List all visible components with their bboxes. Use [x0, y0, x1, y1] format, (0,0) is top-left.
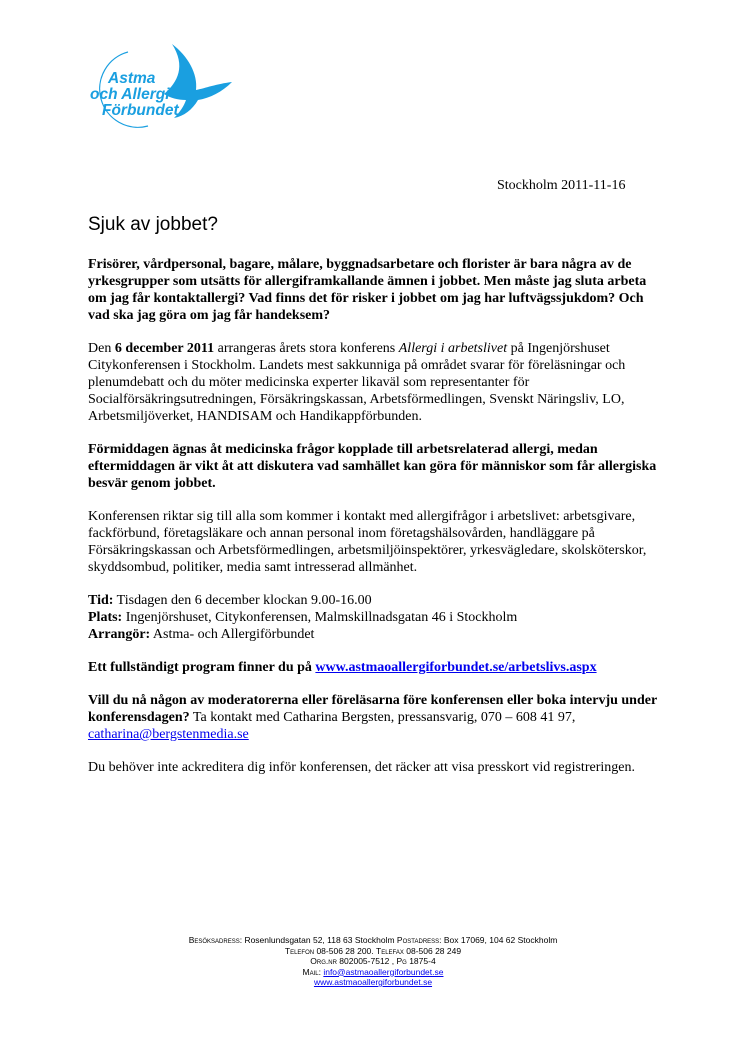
footer-org-line [0, 956, 746, 967]
contact-question: Vill du nå någon av moderatorerna eller föreläsarna före konferensen eller boka intervju under konferensdagen? [88, 693, 657, 725]
intro-text: Frisörer, vårdpersonal, bagare, målare, byggnadsarbetare och florister är bara några av de yrkesgrupper som utsätts för allergiframkallande ämnen i jobbet. Men måste jag sluta arbeta om jag får kontaktallergi? Vad finns det för risker i jobbet om jag har luftvägssjukdom? Och vad ska jag göra om jag får handeksem? [88, 257, 647, 323]
fax-label: Telefax [376, 945, 404, 956]
conference-paragraph [88, 340, 663, 425]
time-label: Tid: [88, 593, 114, 608]
fax-value: 08-506 28 249 [403, 945, 462, 956]
footer [0, 935, 746, 988]
audience-paragraph: Konferensen riktar sig till alla som kommer i kontakt med allergifrågor i arbetslivet: arbetsgivare, fackförbund, företagsläkare och annan personal inom företagshälsovården, handläggare på Försäkringskassan och Arbetsförmedlingen, arbetsmiljöinspektörer, yrkesvägledare, skolsköterskor, skyddsombud, politiker, media samt intresserad allmänhet. [88, 509, 647, 575]
phone-label: Telefon [284, 945, 315, 956]
place-label: Plats: [88, 610, 123, 625]
closing-paragraph: Du behöver inte ackreditera dig inför konferensen, det räcker att visa presskort vid registreringen. [88, 760, 635, 775]
program-paragraph [88, 659, 663, 676]
organizer-label: Arrangör: [88, 627, 151, 642]
conference-name: Allergi i arbetslivet [398, 341, 508, 356]
contact-text: Ta kontakt med Catharina Bergsten, pressansvarig, 070 – 608 41 97, [189, 710, 576, 725]
footer-web-line [0, 977, 746, 988]
page-title: Sjuk av jobbet? [88, 214, 218, 235]
conference-date: 6 december 2011 [114, 341, 215, 356]
organizer-value: Astma- och Allergiförbundet [150, 627, 315, 642]
post-address: Box 17069, 104 62 Stockholm [441, 935, 558, 945]
program-text: Ett fullständigt program finner du på [88, 660, 316, 675]
intro-paragraph [88, 256, 663, 324]
footer-address-line [0, 935, 746, 946]
mail-label: Mail: [302, 966, 321, 977]
org-value: 802005-7512 , [336, 956, 397, 966]
footer-phone-line [0, 946, 746, 957]
footer-email-link[interactable]: info@astmaoallergiforbundet.se [323, 966, 444, 977]
time-value: Tisdagen den 6 december klockan 9.00-16.00 [113, 593, 372, 608]
place-value: Ingenjörshuset, Citykonferensen, Malmskillnadsgatan 46 i Stockholm [122, 610, 518, 625]
logo [88, 38, 238, 138]
document-body [88, 256, 663, 792]
contact-email-link[interactable]: catharina@bergstenmedia.se [88, 727, 249, 742]
contact-paragraph [88, 692, 663, 743]
pg-label: Pg [396, 956, 407, 966]
schedule-text: Förmiddagen ägnas åt medicinska frågor kopplade till arbetsrelaterad allergi, medan eftermiddagen är vikt åt att diskutera vad samhället kan göra för människor som får allergiska besvär genom jobbet. [88, 442, 657, 491]
visit-address-label: Besöksadress: [188, 935, 243, 945]
visit-address: Rosenlundsgatan 52, 118 63 Stockholm [242, 935, 397, 945]
logo-text-line2: och Allergi [90, 86, 170, 103]
conference-text-2: arrangeras årets stora konferens [214, 341, 399, 356]
phone-value: 08-506 28 200. [314, 945, 377, 956]
logo-text-line1: Astma [108, 70, 156, 87]
conference-text-3: på Ingenjörshuset Citykonferensen i Stockholm. Landets mest sakkunniga på området svarar för föreläsningar och plenumdebatt och du möter medicinska experter likaväl som representanter för Socialförsäkringsutredningen, Försäkringskassan, Arbetsförmedlingen, Svenskt Näringsliv, LO, Arbetsmiljöverket, HANDISAM och Handikappförbunden. [88, 341, 626, 424]
org-label: Org.nr [310, 956, 337, 966]
document-date: Stockholm 2011-11-16 [497, 178, 626, 193]
footer-mail-line [0, 967, 746, 978]
details-block [88, 592, 663, 643]
footer-web-link[interactable]: www.astmaoallergiforbundet.se [313, 977, 433, 987]
program-link[interactable]: www.astmaoallergiforbundet.se/arbetslivs.aspx [315, 660, 597, 675]
post-address-label: Postadress: [396, 935, 442, 945]
pg-value: 1875-4 [406, 956, 436, 966]
logo-text-line3: Förbundet [102, 102, 179, 119]
conference-text-1: Den [88, 341, 115, 356]
schedule-paragraph [88, 441, 663, 492]
